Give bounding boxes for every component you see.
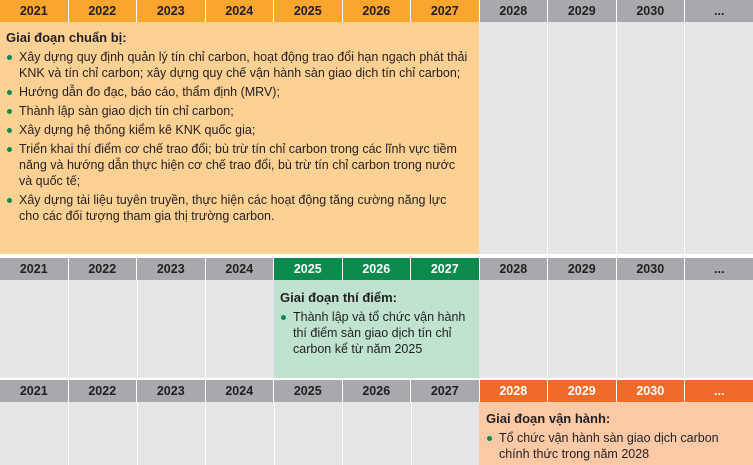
year-2030: 2030	[617, 258, 686, 280]
year-2023: 2023	[137, 0, 206, 22]
list-item: Xây dựng tài liệu tuyên truyền, thực hiện các hoạt động tăng cường năng lực cho các đối tượng tham gia thị trường carbon.	[6, 192, 469, 224]
phase-pilot-list	[280, 309, 471, 357]
list-item: Triển khai thí điểm cơ chế trao đổi; bù trừ tín chỉ carbon trong các lĩnh vực tiềm năng và hướng dẫn thực hiện cơ chế trao đổi, bù trừ tín chỉ carbon trong nước và quốc tế;	[6, 141, 469, 189]
year-ellipsis: ...	[685, 258, 753, 280]
year-2021: 2021	[0, 0, 69, 22]
year-2023: 2023	[137, 380, 206, 402]
list-item: Thành lập và tổ chức vận hành thí điểm sàn giao dịch tín chỉ carbon kể từ năm 2025	[280, 309, 471, 357]
year-2024: 2024	[206, 258, 275, 280]
year-2029: 2029	[548, 258, 617, 280]
phase-preparation-panel	[0, 22, 479, 254]
phase-pilot-panel	[274, 280, 479, 378]
year-ellipsis: ...	[685, 0, 753, 22]
year-2021: 2021	[0, 380, 69, 402]
list-item: Xây dựng hệ thống kiểm kê KNK quốc gia;	[6, 122, 469, 138]
year-2026: 2026	[343, 258, 412, 280]
year-2029: 2029	[548, 380, 617, 402]
year-2024: 2024	[206, 0, 275, 22]
phase-preparation-list	[6, 49, 469, 224]
year-2025: 2025	[274, 0, 343, 22]
phase-preparation-title: Giai đoạn chuẩn bị:	[6, 30, 127, 45]
year-2024: 2024	[206, 380, 275, 402]
list-item: Thành lập sàn giao dịch tín chỉ carbon;	[6, 103, 469, 119]
year-2026: 2026	[343, 380, 412, 402]
phase-operation-list	[486, 430, 747, 462]
year-header-row-3	[0, 380, 753, 402]
year-2022: 2022	[69, 258, 138, 280]
phase-operation-panel	[479, 402, 753, 465]
phase-pilot-title: Giai đoạn thí điểm:	[280, 290, 398, 305]
year-2027: 2027	[411, 0, 480, 22]
year-2027: 2027	[411, 258, 480, 280]
year-header-row-1	[0, 0, 753, 22]
year-2025: 2025	[274, 380, 343, 402]
year-2027: 2027	[411, 380, 480, 402]
year-ellipsis: ...	[685, 380, 753, 402]
phase-operation-title: Giai đoạn vận hành:	[486, 411, 611, 426]
list-item: Xây dựng quy định quản lý tín chỉ carbon, hoạt động trao đổi hạn ngạch phát thải KNK và tín chỉ carbon; xây dựng quy chế vận hành sàn giao dịch tín chỉ carbon;	[6, 49, 469, 81]
list-item: Hướng dẫn đo đạc, báo cáo, thẩm định (MRV);	[6, 84, 469, 100]
year-2021: 2021	[0, 258, 69, 280]
year-2029: 2029	[548, 0, 617, 22]
year-2028: 2028	[480, 0, 549, 22]
year-2030: 2030	[617, 0, 686, 22]
year-2025: 2025	[274, 258, 343, 280]
year-2028: 2028	[480, 380, 549, 402]
year-2023: 2023	[137, 258, 206, 280]
year-2022: 2022	[69, 0, 138, 22]
list-item: Tổ chức vận hành sàn giao dịch carbon chính thức trong năm 2028	[486, 430, 747, 462]
year-2028: 2028	[480, 258, 549, 280]
year-header-row-2	[0, 258, 753, 280]
year-2026: 2026	[343, 0, 412, 22]
year-2022: 2022	[69, 380, 138, 402]
year-2030: 2030	[617, 380, 686, 402]
